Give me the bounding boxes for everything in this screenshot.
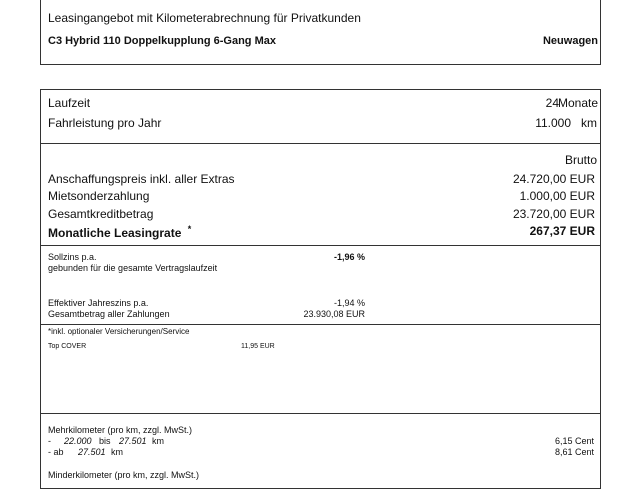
model-name: C3 Hybrid 110 Doppelkupplung 6-Gang Max xyxy=(48,35,276,47)
kredit-value: 23.720,00 EUR xyxy=(512,207,595,221)
mehr-row1-unit: km xyxy=(152,436,164,446)
mehr-row1-bis: bis xyxy=(99,436,111,446)
mehr-row1-prefix: - xyxy=(48,436,51,446)
effektiv-label: Effektiver Jahreszins p.a. xyxy=(48,298,149,308)
divider-interest xyxy=(40,324,601,325)
mehr-row1-value: 6,15 Cent xyxy=(554,436,594,446)
divider-pricing xyxy=(40,245,601,246)
kredit-label: Gesamtkreditbetrag xyxy=(48,207,154,221)
mehr-row1-from: 22.000 xyxy=(64,436,92,446)
fahrleistung-value: 11.000 xyxy=(535,116,571,130)
anschaffung-value: 24.720,00 EUR xyxy=(512,172,595,186)
laufzeit-value: 24 xyxy=(545,96,559,110)
brutto-header: Brutto xyxy=(564,153,597,167)
laufzeit-unit: Monate xyxy=(558,96,599,110)
mehrkilometer-title: Mehrkilometer (pro km, zzgl. MwSt.) xyxy=(48,425,193,435)
mehr-row1-to: 27.501 xyxy=(119,436,147,446)
divider-insurance xyxy=(40,413,601,414)
mehr-row2-value: 8,61 Cent xyxy=(554,447,594,457)
leasingrate-label xyxy=(48,224,191,240)
fahrleistung-label: Fahrleistung pro Jahr xyxy=(48,116,162,130)
leasingrate-value: 267,37 EUR xyxy=(529,224,595,238)
header-box xyxy=(40,0,601,65)
mehr-row2-prefix: - ab xyxy=(48,447,64,457)
mietsonder-value: 1.000,00 EUR xyxy=(519,189,595,203)
vehicle-condition: Neuwagen xyxy=(542,35,598,47)
effektiv-value: -1,94 % xyxy=(333,298,365,308)
sollzins-label: Sollzins p.a. xyxy=(48,252,97,262)
sollzins-sub: gebunden für die gesamte Vertragslaufzeit xyxy=(48,263,218,273)
anschaffung-label: Anschaffungspreis inkl. aller Extras xyxy=(48,172,235,186)
leasingrate-label-text: Monatliche Leasingrate xyxy=(48,226,182,240)
mehr-row2-from: 27.501 xyxy=(78,447,106,457)
laufzeit-label: Laufzeit xyxy=(48,96,91,110)
topcover-label: Top COVER xyxy=(48,343,87,350)
fahrleistung-unit: km xyxy=(581,116,597,130)
topcover-value: 11,95 EUR xyxy=(241,343,275,350)
minderkilometer-title: Minderkilometer (pro km, zzgl. MwSt.) xyxy=(48,470,200,480)
sollzins-value: -1,96 % xyxy=(333,252,365,262)
gesamtbetrag-value: 23.930,08 EUR xyxy=(303,309,365,319)
offer-title: Leasingangebot mit Kilometerabrechnung für Privatkunden xyxy=(48,11,361,25)
mietsonder-label: Mietsonderzahlung xyxy=(48,189,150,203)
gesamtbetrag-label: Gesamtbetrag aller Zahlungen xyxy=(48,309,170,319)
leasingrate-footnote-mark: * xyxy=(187,224,192,234)
divider-terms xyxy=(40,143,601,144)
mehr-row2-unit: km xyxy=(111,447,123,457)
insurance-note: *inkl. optionaler Versicherungen/Service xyxy=(48,327,190,336)
